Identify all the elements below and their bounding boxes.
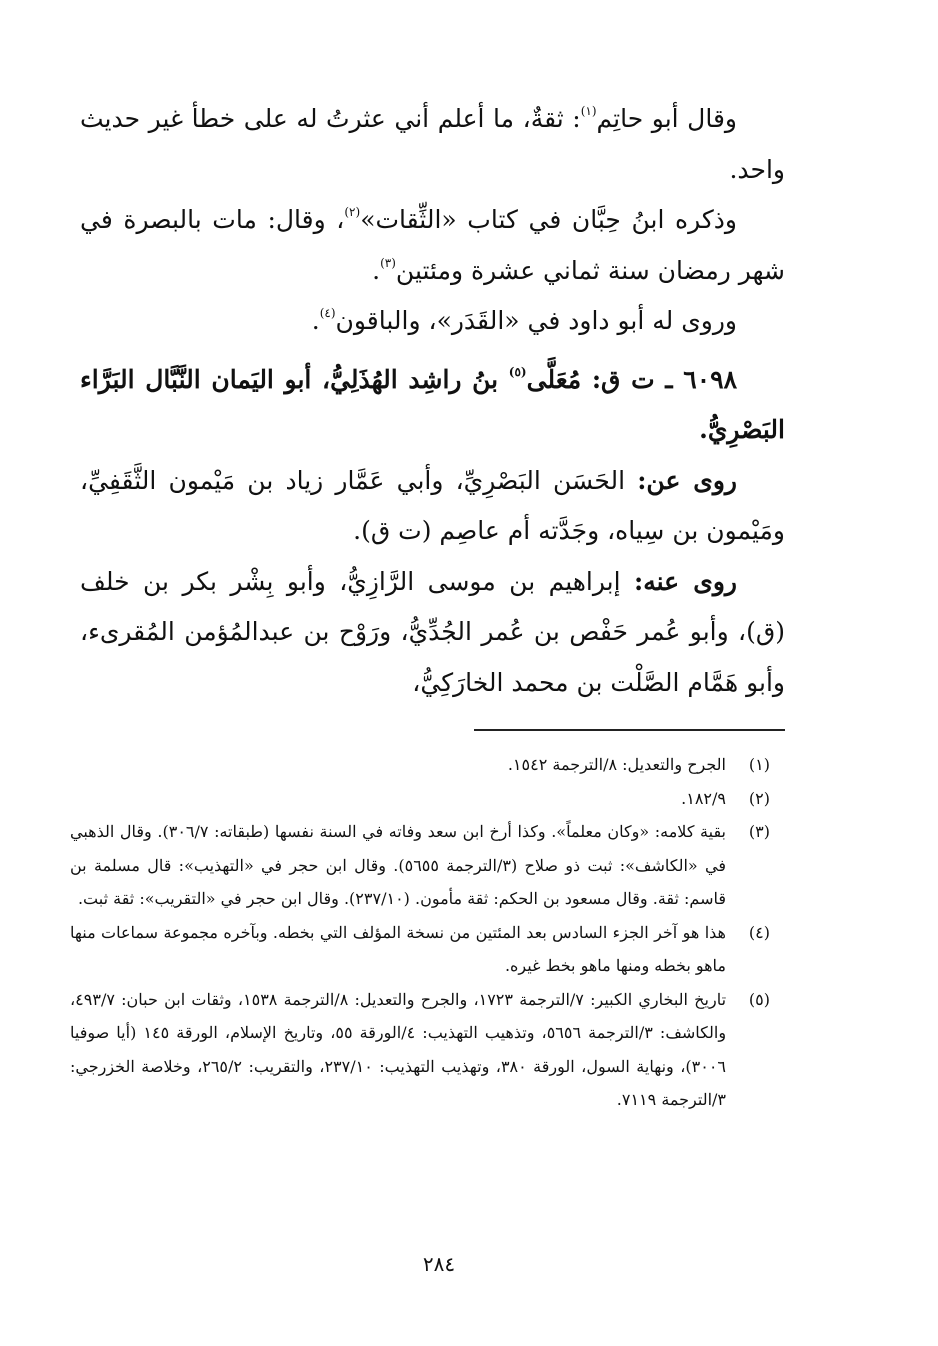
footnote-separator xyxy=(474,729,785,731)
paragraph-text: وذكره ابنُ حِبَّان في كتاب «الثِّقات» xyxy=(360,205,737,234)
paragraph-text: ، وقال: مات بالبصرة في شهر رمضان سنة ثماني عشرة ومئتين xyxy=(80,205,785,285)
footnote-ref-5[interactable]: (٥) xyxy=(508,364,527,379)
footnote-text: تاريخ البخاري الكبير: ٧/الترجمة ١٧٢٣، والجرح والتعديل: ٨/الترجمة ١٥٣٨، وثقات ابن حبان: ٤٩٣/٧، والكاشف: ٣/الترجمة ٥٦٥٦، وتذهيب التهذيب: ٤/الورقة ٥٥، وتاريخ الإسلام، الورقة ١٤٥ (أيا صوفيا ٣٠٠٦)، ونهاية السول، الورقة ٣٨٠، وتهذيب التهذيب: ٢٣٧/١٠، والتقريب: ٢٦٥/٢، وخلاصة الخزرجي: ٣/الترجمة ٧١١٩. xyxy=(70,989,727,1109)
paragraph-abu-dawud xyxy=(80,296,785,347)
entry-heading xyxy=(80,355,785,456)
footnote-ref-1[interactable]: (١) xyxy=(580,104,597,118)
footnote-ref-2[interactable]: (٢) xyxy=(344,205,361,219)
footnote-number: (٣) xyxy=(748,822,770,841)
footnote-item xyxy=(70,815,770,916)
footnotes xyxy=(70,748,770,1117)
paragraph-text: وروى له أبو داود في «القَدَر»، والباقون xyxy=(335,306,737,335)
footnote-item xyxy=(70,782,770,816)
footnote-item xyxy=(70,916,770,983)
footnote-number: (١) xyxy=(748,755,770,774)
paragraph-text: . xyxy=(311,306,320,335)
footnote-text: بقية كلامه: «وكان معلماً». وكذا أرخ ابن سعد وفاته في السنة نفسها (طبقاته: ٣٠٦/٧). وقال الذهبي في «الكاشف»: ثبت ذو صلاح (٣/الترجمة ٥٦٥٥). وقال ابن حجر في «التهذيب»: قال مسلمة بن قاسم: ثقة. وقال مسعود بن الحكم: ثقة مأمون. (٢٣٧/١٠). وقال ابن حجر في «التقريب»: ثقة ثبت. xyxy=(70,822,727,908)
paragraph-narrators xyxy=(80,557,785,709)
entry-number: ٦٠٩٨ ـ ت ق: مُعَلَّى xyxy=(526,364,737,394)
footnote-text: هذا هو آخر الجزء السادس بعد المئتين من نسخة المؤلف التي بخطه. وبآخره مجموعة سماعات منها ماهو بخطه ومنها ماهو بخط غيره. xyxy=(70,922,726,975)
paragraph-text: . xyxy=(372,255,381,285)
footnote-text: الجرح والتعديل: ٨/الترجمة ١٥٤٢. xyxy=(507,755,726,774)
paragraph-text: وقال أبو حاتِم xyxy=(596,104,737,133)
footnote-number: (٥) xyxy=(748,989,770,1009)
paragraph-text: إبراهيم بن موسى الرَّازِيُّ، وأبو بِشْر بكر بن خلف (ق)، وأبو عُمر حَفْص بن عُمر الجُدِّيُّ، ورَوْح بن عبدالمُؤمن المُقرىء، وأبو هَمَّام الصَّلْت بن محمد الخارَكِيُّ، xyxy=(80,566,785,697)
main-text xyxy=(80,94,785,708)
footnote-number: (٢) xyxy=(748,788,770,808)
paragraph-ibn-hibban xyxy=(80,195,785,296)
page-number: ٢٨٤ xyxy=(422,1252,456,1276)
paragraph-text: الحَسَن البَصْرِيِّ، وأبي عَمَّار زياد بن مَيْمون الثَّقَفِيِّ، ومَيْمون بن سِياه، وجَدَّته أم عاصِم (ت ق). xyxy=(80,465,785,545)
paragraph-abu-hatim xyxy=(80,94,785,195)
footnote-item xyxy=(70,748,770,782)
section-label: روى عن: xyxy=(637,465,737,495)
footnote-text: ١٨٢/٩. xyxy=(681,788,726,808)
footnote-number: (٤) xyxy=(748,922,770,942)
footnote-item xyxy=(70,983,770,1117)
footnote-ref-3[interactable]: (٣) xyxy=(380,255,396,270)
entry-name: بنُ راشِد الهُذَلِيُّ، أبو اليَمان النَّبَّال البَرَّاء البَصْرِيُّ. xyxy=(80,364,785,444)
section-label: روى عنه: xyxy=(634,566,737,596)
footnote-ref-4[interactable]: (٤) xyxy=(319,306,336,320)
paragraph-narrated-from xyxy=(80,456,785,557)
paragraph-text: : ثقةٌ، ما أعلم أني عثرتُ له على خطأ غير حديث واحد. xyxy=(80,104,785,184)
